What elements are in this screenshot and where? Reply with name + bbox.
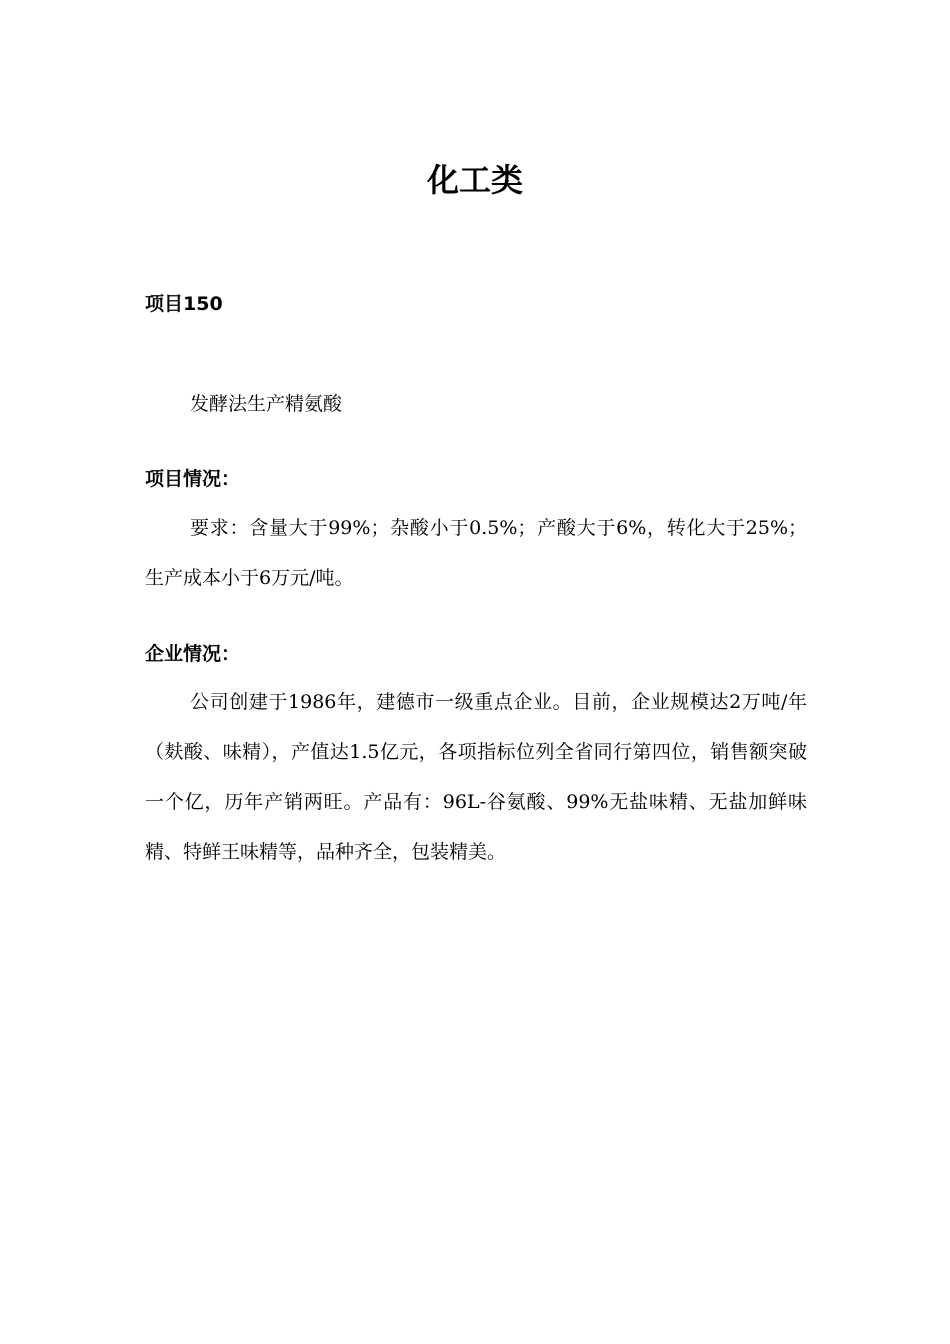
company-section-heading: 企业情况： (145, 643, 241, 665)
project-section-body: 要求：含量大于99%；杂酸小于0.5%；产酸大于6%，转化大于25%；生产成本小于6万元/吨。 (145, 517, 807, 589)
project-name: 发酵法生产精氨酸 (190, 393, 343, 415)
company-section-body: 公司创建于1986年，建德市一级重点企业。目前，企业规模达2万吨/年（麸酸、味精），产值达1.5亿元，各项指标位列全省同行第四位，销售额突破一个亿，历年产销两旺。产品有：96L-谷氨酸、99%无盐味精、无盐加鲜味精、特鲜王味精等，品种齐全，包装精美。 (145, 691, 807, 863)
project-section-heading: 项目情况： (145, 468, 241, 490)
page-title: 化工类 (426, 161, 523, 199)
project-number: 项目150 (145, 293, 223, 315)
